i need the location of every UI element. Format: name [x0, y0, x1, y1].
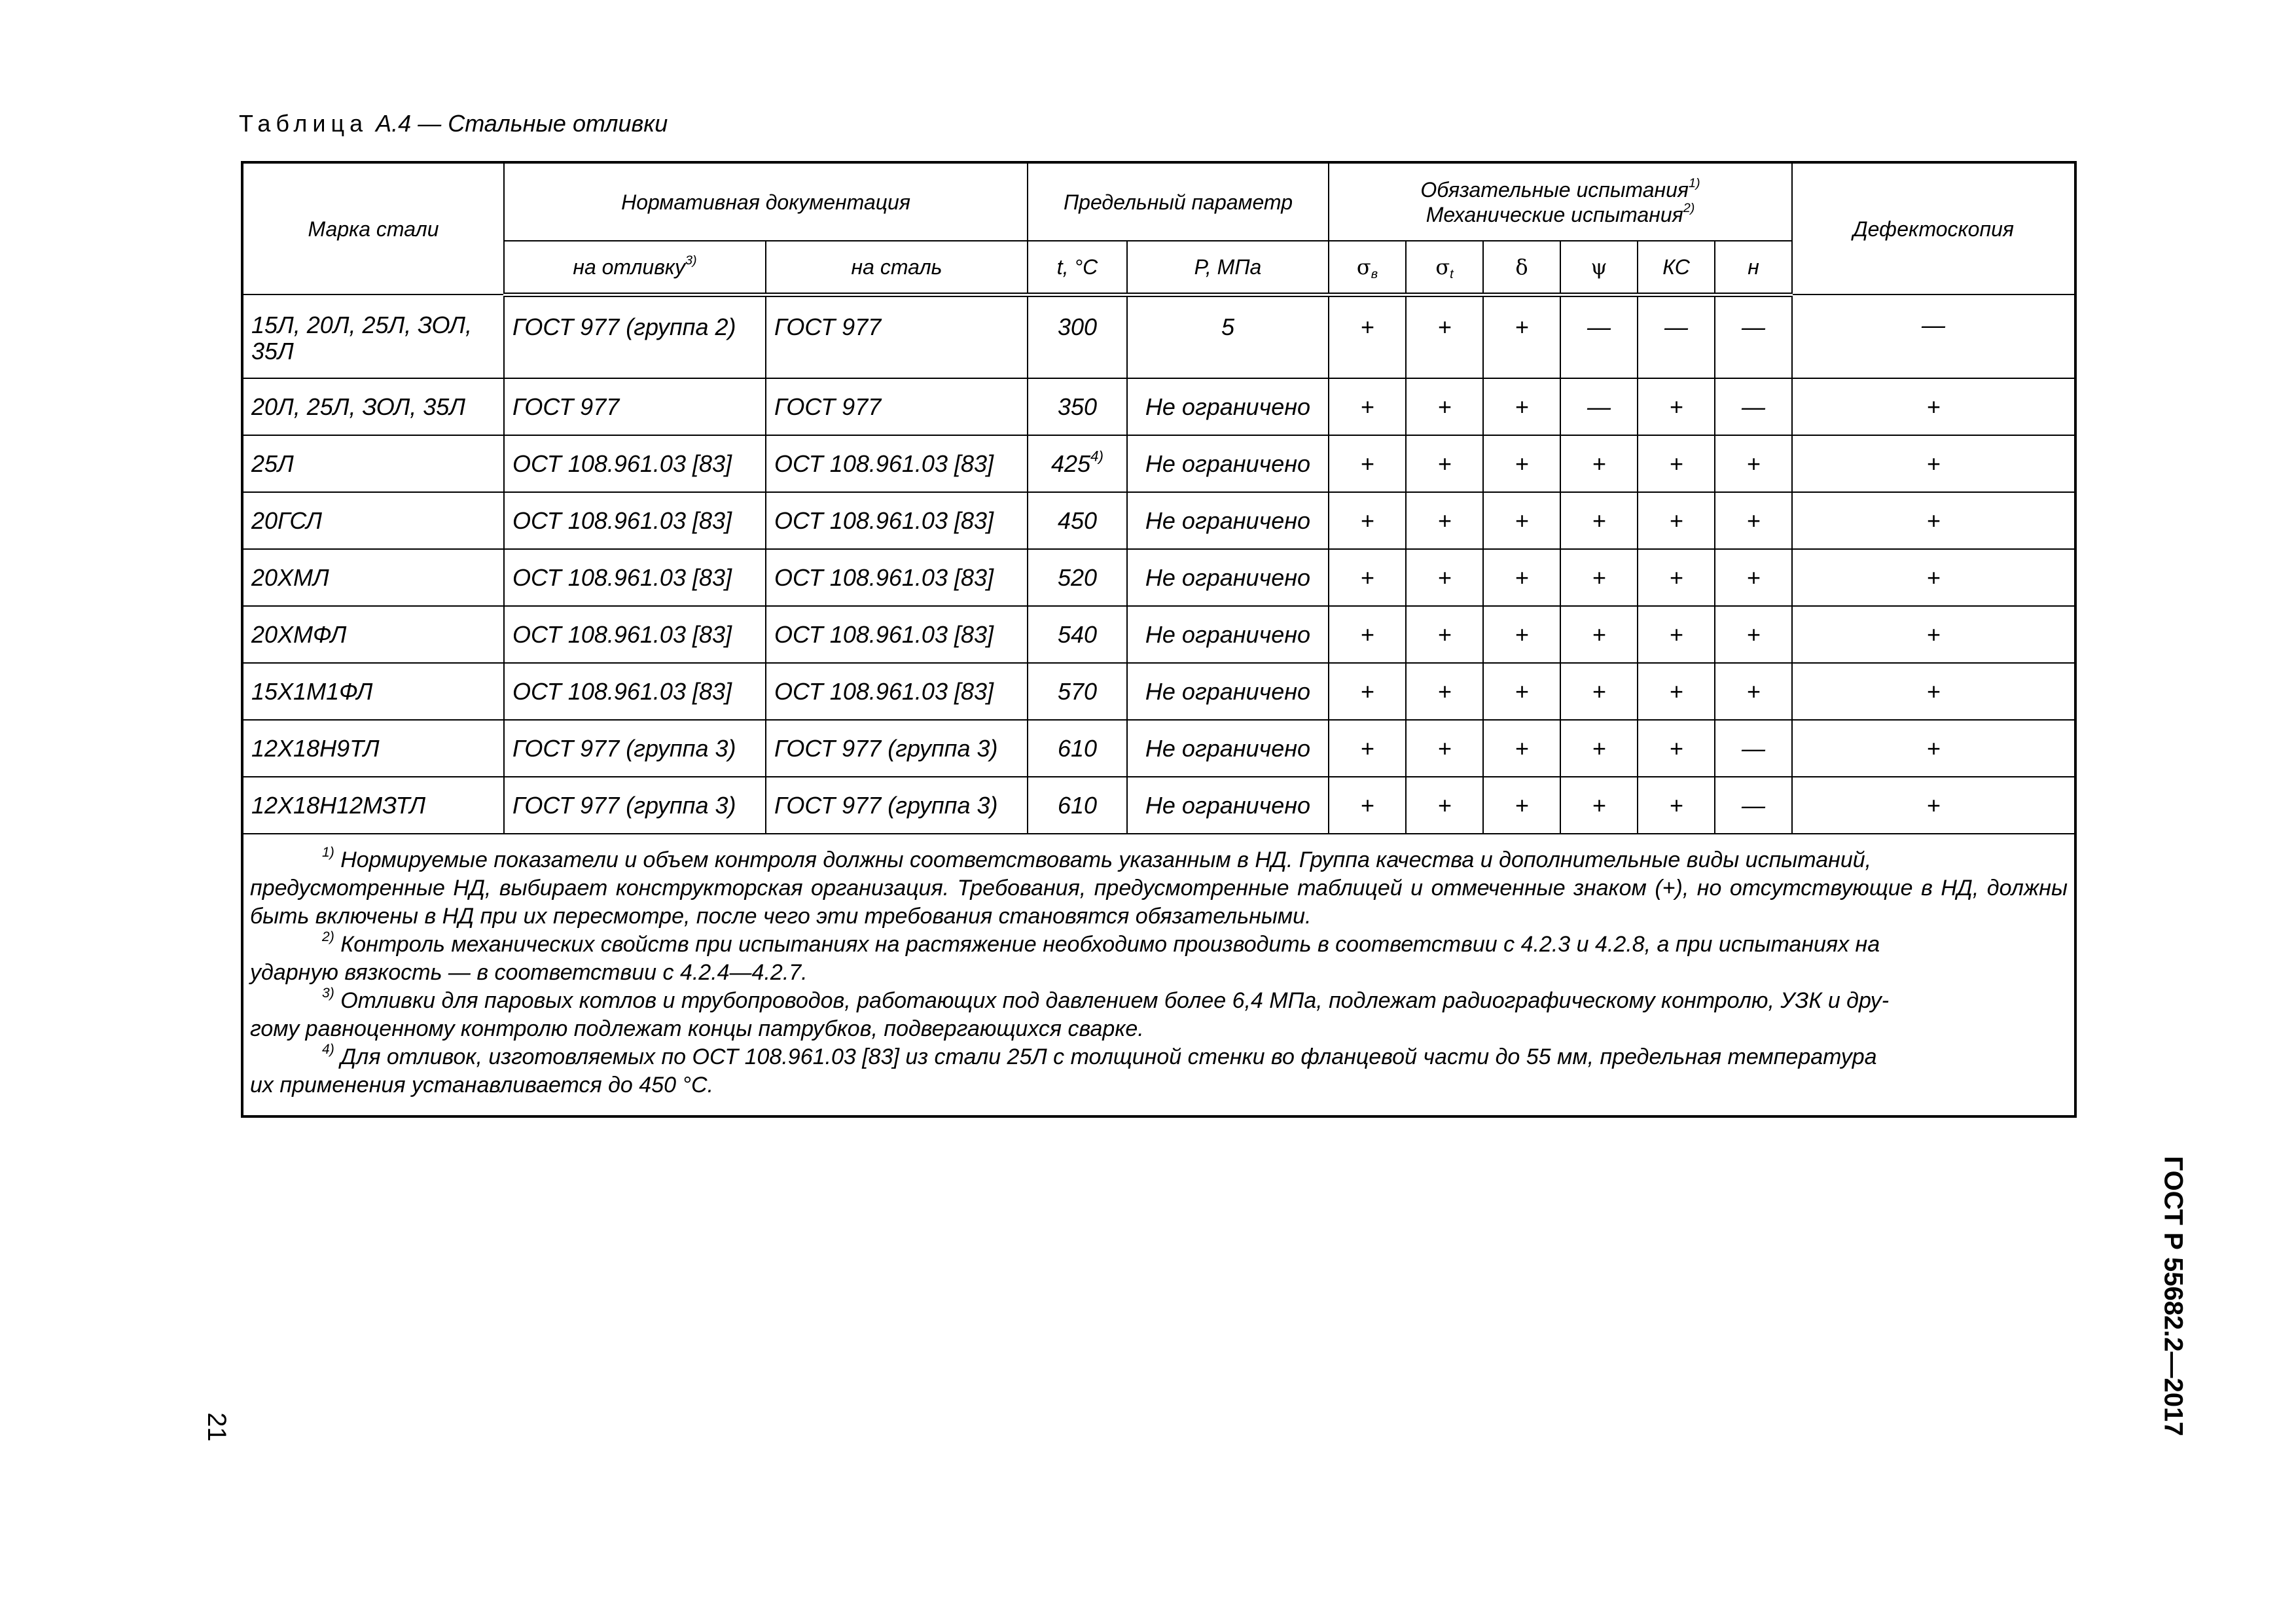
row-steel-doc: ОСТ 108.961.03 [83]: [766, 663, 1028, 720]
header-tests-line2: Механические испытания: [1426, 202, 1683, 226]
header-row-1: [242, 162, 2075, 241]
row-defect: +: [1792, 720, 2075, 777]
row-sigma-b: +: [1329, 720, 1406, 777]
table-row: [242, 294, 2075, 378]
footnote: $^{3)}$ Отливки для паровых котлов и трубопроводов, работающих под давлением более 6,4 МПа, подлежат радиографическому контролю, УЗК и дру- гому равноценному контролю подлежат концы патрубков, подвергающихся сварке.: [250, 986, 1890, 1041]
row-grade: 20ХМЛ: [242, 549, 504, 606]
row-sigma-b: +: [1329, 435, 1406, 492]
header-grade: Марка стали: [242, 162, 504, 294]
row-delta: +: [1483, 720, 1560, 777]
table-caption: [239, 110, 668, 137]
row-sigma-t: +: [1406, 435, 1483, 492]
row-h: —: [1715, 720, 1792, 777]
row-casting-doc: ГОСТ 977 (группа 3): [504, 777, 766, 834]
footnote: $^{1)}$ Нормируемые показатели и объем контроля должны соответствовать указанным в НД. Группа качества и дополнительные виды испытаний, предусмотренные НД, выбирает конструкторская организация. Требования, предусмотренные таблицей и отмеченные знаком (+), но отсутствующие в НД, должны быть включены в НД при их пересмотре, после чего эти требования становятся обязательными.: [250, 845, 2068, 929]
row-kc: +: [1638, 378, 1715, 435]
row-grade: 25Л: [242, 435, 504, 492]
row-pressure: Не ограничено: [1127, 492, 1329, 549]
table-body: [242, 294, 2075, 834]
footnote-ref: 4): [1090, 447, 1103, 464]
footnote-ref-2: 2): [1683, 200, 1695, 215]
row-h: —: [1715, 294, 1792, 378]
row-grade: 20ГСЛ: [242, 492, 504, 549]
row-grade: 15Л, 20Л, 25Л, ЗОЛ, 35Л: [242, 294, 504, 378]
table-row: [242, 606, 2075, 663]
row-h: +: [1715, 606, 1792, 663]
header-for-casting: на отливку$^{3)}$: [504, 241, 766, 294]
header-norm-doc: Нормативная документация: [504, 162, 1028, 241]
footnote: $^{2)}$ Контроль механических свойств при испытаниях на растяжение необходимо производить в соответствии с 4.2.3 и 4.2.8, а при испытаниях на ударную вязкость — в соответствии с 4.2.4—4.2.7.: [250, 929, 1880, 985]
table-row: [242, 435, 2075, 492]
row-pressure: Не ограничено: [1127, 378, 1329, 435]
row-psi: +: [1560, 777, 1638, 834]
header-sigma-b: $\sigma_в$: [1329, 241, 1406, 294]
header-defect: Дефектоскопия: [1792, 162, 2075, 294]
row-casting-doc: ОСТ 108.961.03 [83]: [504, 606, 766, 663]
row-casting-doc: ГОСТ 977 (группа 3): [504, 720, 766, 777]
row-sigma-t: +: [1406, 606, 1483, 663]
header-psi: ψ: [1560, 241, 1638, 294]
row-temp: 520: [1028, 549, 1127, 606]
row-delta: +: [1483, 606, 1560, 663]
row-delta: +: [1483, 294, 1560, 378]
row-sigma-b: +: [1329, 777, 1406, 834]
steel-castings-table: [241, 161, 2077, 1118]
row-temp: 450: [1028, 492, 1127, 549]
row-psi: +: [1560, 492, 1638, 549]
footnote-ref-3: 3): [685, 253, 697, 268]
row-h: +: [1715, 549, 1792, 606]
row-sigma-t: +: [1406, 549, 1483, 606]
row-casting-doc: ОСТ 108.961.03 [83]: [504, 435, 766, 492]
header-sigma-t: $\sigma_t$: [1406, 241, 1483, 294]
row-h: +: [1715, 492, 1792, 549]
row-defect: +: [1792, 492, 2075, 549]
row-defect: +: [1792, 378, 2075, 435]
row-delta: +: [1483, 378, 1560, 435]
header-pressure: P, МПа: [1127, 241, 1329, 294]
row-kc: +: [1638, 549, 1715, 606]
row-steel-doc: ГОСТ 977 (группа 3): [766, 720, 1028, 777]
footnote-ref-1: 1): [1689, 175, 1700, 190]
row-casting-doc: ГОСТ 977: [504, 378, 766, 435]
row-psi: +: [1560, 606, 1638, 663]
row-kc: +: [1638, 777, 1715, 834]
row-psi: —: [1560, 378, 1638, 435]
header-tests: [1329, 162, 1792, 241]
row-defect: +: [1792, 777, 2075, 834]
row-pressure: Не ограничено: [1127, 435, 1329, 492]
caption-label: Таблица: [239, 110, 368, 137]
table-row: [242, 663, 2075, 720]
row-steel-doc: ГОСТ 977: [766, 378, 1028, 435]
table-row: [242, 378, 2075, 435]
row-sigma-t: +: [1406, 378, 1483, 435]
caption-text: А.4 — Стальные отливки: [376, 110, 668, 137]
row-steel-doc: ОСТ 108.961.03 [83]: [766, 492, 1028, 549]
page-number: 21: [202, 1412, 231, 1442]
header-for-steel: на сталь: [766, 241, 1028, 294]
row-h: —: [1715, 777, 1792, 834]
row-pressure: Не ограничено: [1127, 720, 1329, 777]
footnotes: [242, 834, 2075, 1116]
row-steel-doc: ГОСТ 977: [766, 294, 1028, 378]
row-sigma-t: +: [1406, 294, 1483, 378]
row-h: +: [1715, 435, 1792, 492]
row-temp: 570: [1028, 663, 1127, 720]
row-steel-doc: ОСТ 108.961.03 [83]: [766, 435, 1028, 492]
row-kc: +: [1638, 606, 1715, 663]
row-casting-doc: ГОСТ 977 (группа 2): [504, 294, 766, 378]
row-h: +: [1715, 663, 1792, 720]
footnote: $^{4)}$ Для отливок, изготовляемых по ОСТ 108.961.03 [83] из стали 25Л с толщиной стенки во фланцевой части до 55 мм, предельная температура их применения устанавливается до 450 °С.: [250, 1042, 1877, 1097]
row-psi: —: [1560, 294, 1638, 378]
table-row: [242, 492, 2075, 549]
row-defect: +: [1792, 549, 2075, 606]
row-sigma-b: +: [1329, 378, 1406, 435]
row-temp: 425$^{4)}$: [1028, 435, 1127, 492]
row-casting-doc: ОСТ 108.961.03 [83]: [504, 663, 766, 720]
row-grade: 20Л, 25Л, ЗОЛ, 35Л: [242, 378, 504, 435]
row-delta: +: [1483, 492, 1560, 549]
row-sigma-b: +: [1329, 663, 1406, 720]
footnotes-row: [242, 834, 2075, 1116]
row-grade: 20ХМФЛ: [242, 606, 504, 663]
row-temp: 350: [1028, 378, 1127, 435]
header-limit: Предельный параметр: [1028, 162, 1329, 241]
row-pressure: 5: [1127, 294, 1329, 378]
row-sigma-t: +: [1406, 777, 1483, 834]
row-defect: +: [1792, 663, 2075, 720]
row-temp: 300: [1028, 294, 1127, 378]
row-sigma-t: +: [1406, 492, 1483, 549]
row-defect: —: [1792, 294, 2075, 378]
row-temp: 610: [1028, 720, 1127, 777]
row-pressure: Не ограничено: [1127, 549, 1329, 606]
row-psi: +: [1560, 663, 1638, 720]
header-delta: δ: [1483, 241, 1560, 294]
header-temp: t, °С: [1028, 241, 1127, 294]
row-pressure: Не ограничено: [1127, 663, 1329, 720]
row-sigma-b: +: [1329, 606, 1406, 663]
row-sigma-t: +: [1406, 720, 1483, 777]
document-code: ГОСТ Р 55682.2—2017: [2159, 1155, 2188, 1436]
row-delta: +: [1483, 663, 1560, 720]
row-steel-doc: ОСТ 108.961.03 [83]: [766, 549, 1028, 606]
row-kc: +: [1638, 492, 1715, 549]
row-casting-doc: ОСТ 108.961.03 [83]: [504, 492, 766, 549]
row-sigma-b: +: [1329, 549, 1406, 606]
row-psi: +: [1560, 435, 1638, 492]
row-temp: 540: [1028, 606, 1127, 663]
row-psi: +: [1560, 549, 1638, 606]
row-grade: 12Х18Н12МЗТЛ: [242, 777, 504, 834]
row-kc: +: [1638, 720, 1715, 777]
header-kc: КС: [1638, 241, 1715, 294]
row-pressure: Не ограничено: [1127, 606, 1329, 663]
header-h: н: [1715, 241, 1792, 294]
row-kc: +: [1638, 663, 1715, 720]
row-sigma-b: +: [1329, 492, 1406, 549]
table-row: [242, 720, 2075, 777]
header-tests-line1: Обязательные испытания: [1420, 177, 1689, 202]
row-sigma-b: +: [1329, 294, 1406, 378]
row-kc: +: [1638, 435, 1715, 492]
row-pressure: Не ограничено: [1127, 777, 1329, 834]
row-grade: 15Х1М1ФЛ: [242, 663, 504, 720]
row-casting-doc: ОСТ 108.961.03 [83]: [504, 549, 766, 606]
row-temp: 610: [1028, 777, 1127, 834]
row-delta: +: [1483, 777, 1560, 834]
table-row: [242, 777, 2075, 834]
row-kc: —: [1638, 294, 1715, 378]
row-defect: +: [1792, 435, 2075, 492]
row-h: —: [1715, 378, 1792, 435]
row-delta: +: [1483, 549, 1560, 606]
table-row: [242, 549, 2075, 606]
row-psi: +: [1560, 720, 1638, 777]
row-steel-doc: ОСТ 108.961.03 [83]: [766, 606, 1028, 663]
row-sigma-t: +: [1406, 663, 1483, 720]
row-delta: +: [1483, 435, 1560, 492]
row-defect: +: [1792, 606, 2075, 663]
row-grade: 12Х18Н9ТЛ: [242, 720, 504, 777]
row-steel-doc: ГОСТ 977 (группа 3): [766, 777, 1028, 834]
